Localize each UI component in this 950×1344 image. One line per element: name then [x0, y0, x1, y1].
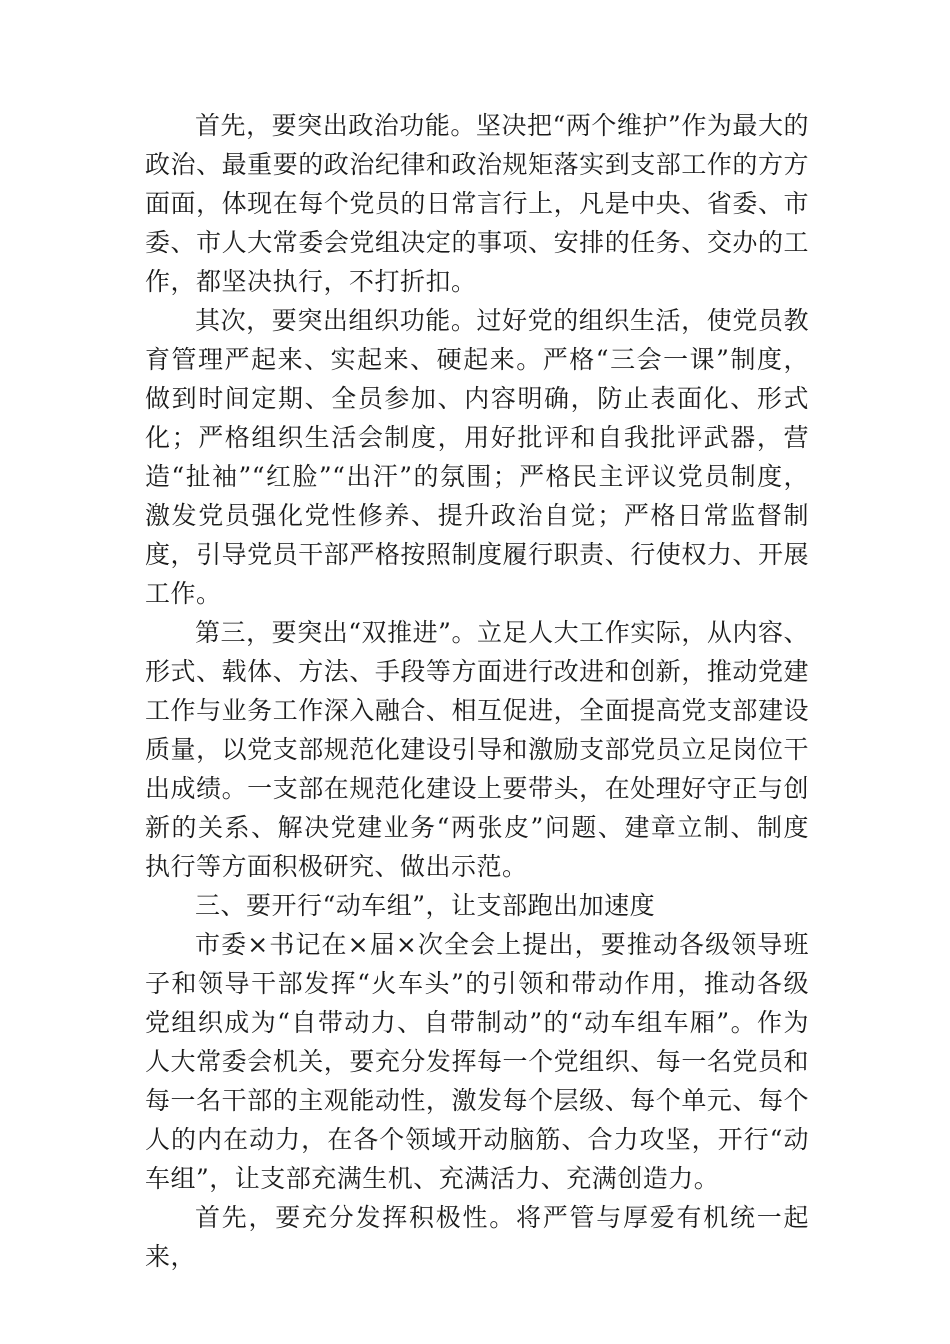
- paragraph-political-function: 首先，要突出政治功能。坚决把“两个维护”作为最大的政治、最重要的政治纪律和政治规矩落实到支部工作的方方面面，体现在每个党员的日常言行上，凡是中央、省委、市委、市人大常委会党组决定的事项、安排的任务、交办的工作，都坚决执行，不打折扣。: [145, 111, 809, 296]
- paragraph-enthusiasm: 首先，要充分发挥积极性。将严管与厚爱有机统一起来，: [145, 1203, 809, 1271]
- paragraph-organizational-function: 其次，要突出组织功能。过好党的组织生活，使党员教育管理严起来、实起来、硬起来。严格“三会一课”制度，做到时间定期、全员参加、内容明确，防止表面化、形式化；严格组织生活会制度，用好批评和自我批评武器，营造“扯袖”“红脸”“出汗”的氛围；严格民主评议党员制度，激发党员强化党性修养、提升政治自觉；严格日常监督制度，引导党员干部严格按照制度履行职责、行使权力、开展工作。: [145, 306, 809, 608]
- document-body: [145, 106, 809, 1276]
- paragraph-double-promotion: 第三，要突出“双推进”。立足人大工作实际，从内容、形式、载体、方法、手段等方面进行改进和创新，推动党建工作与业务工作深入融合、相互促进，全面提高党支部建设质量，以党支部规范化建设引导和激励支部党员立足岗位干出成绩。一支部在规范化建设上要带头，在处理好守正与创新的关系、解决党建业务“两张皮”问题、建章立制、制度执行等方面积极研究、做出示范。: [145, 618, 809, 881]
- paragraph-bullet-train: 市委×书记在×届×次全会上提出，要推动各级领导班子和领导干部发挥“火车头”的引领和带动作用，推动各级党组织成为“自带动力、自带制动”的“动车组车厢”。作为人大常委会机关，要充分发挥每一个党组织、每一名党员和每一名干部的主观能动性，激发每个层级、每个单元、每个人的内在动力，在各个领域开动脑筋、合力攻坚，开行“动车组”，让支部充满生机、充满活力、充满创造力。: [145, 930, 809, 1193]
- section-heading: 三、要开行“动车组”，让支部跑出加速度: [195, 891, 656, 920]
